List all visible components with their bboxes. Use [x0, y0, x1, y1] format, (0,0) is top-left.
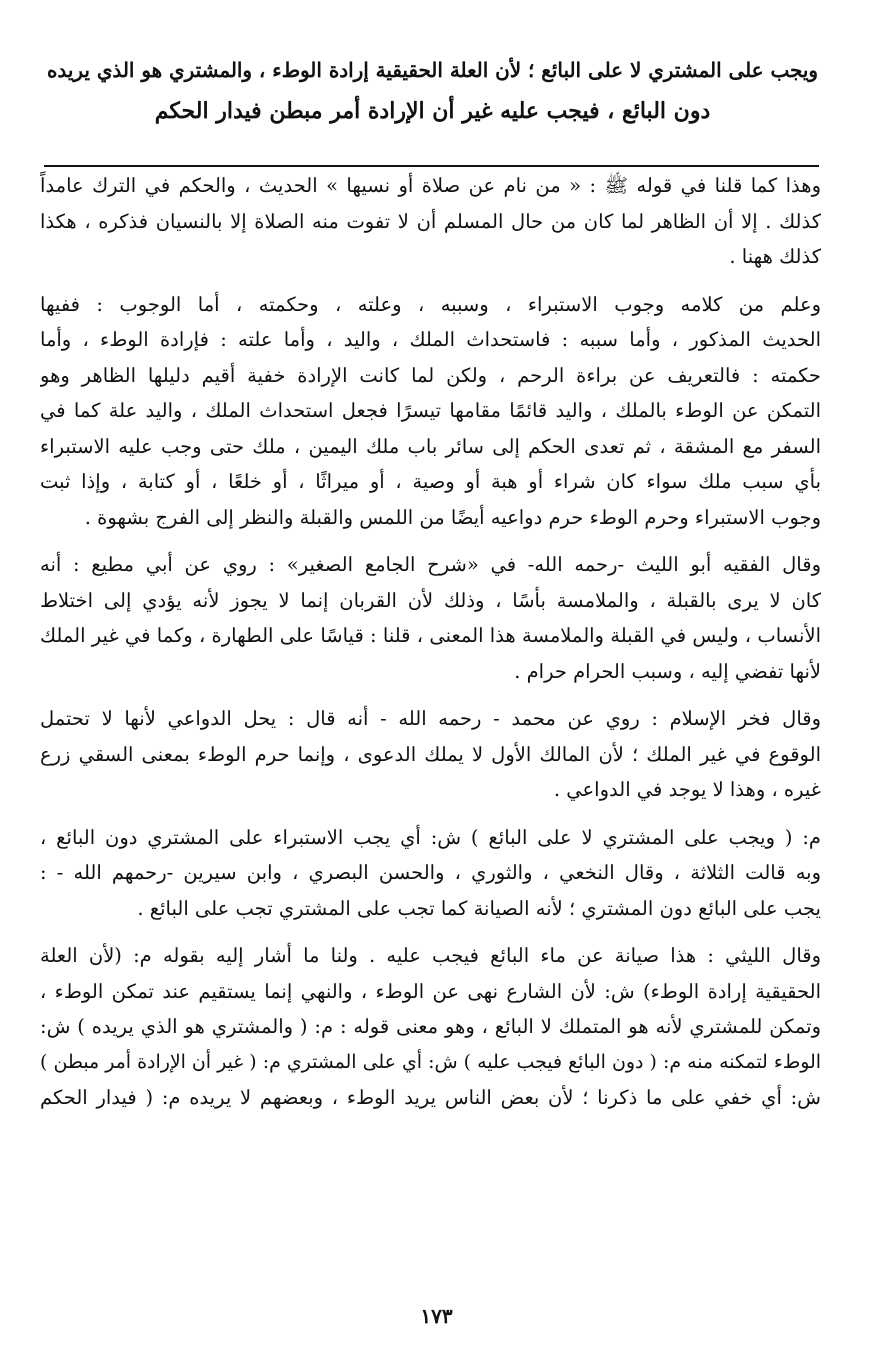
page-number: ١٧٣	[420, 1304, 453, 1328]
text-line: وعلم من كلامه وجوب الاستبراء ، وسببه ، وعلته ، وحكمته ، أما الوجوب : ففيها	[40, 292, 821, 316]
text-line: ش: أي خفي على ما ذكرنا ؛ لأن بعض الناس يريد الوطء ، وبعضهم لا يريده م: ( فيدار الحكم	[40, 1086, 821, 1109]
text-line: كان لا يرى بالقبلة ، والملامسة بأسًا ، وذلك لأن القربان إنما لا يجوز لأنه يؤدي إلى اختلاط	[40, 588, 821, 612]
text-line: السفر مع المشقة ، ثم تعدى الحكم إلى سائر باب ملك اليمين ، ملك حتى وجب عليه الاستبراء	[40, 434, 821, 458]
paragraph-6	[40, 938, 821, 1116]
paragraph-1	[40, 168, 821, 275]
text-line: بأي سبب ملك سواء كان شراء أو هبة أو وصية ، أو ميراثًا ، أو خلعًا ، أو كتابة ، وإذا ثبت	[40, 470, 821, 493]
text-line: التمكن عن الوطء بالملك ، واليد قائمًا مقامها تيسرًا فجعل استحداث الملك ، واليد علة كما في	[40, 399, 821, 422]
paragraph-5	[40, 820, 821, 927]
text-line: حكمته : فالتعريف عن براءة الرحم ، ولكن لما كانت الإرادة خفية أقيم دليلها الظاهر وهو	[40, 363, 821, 387]
text-line: الحديث المذكور ، وأما سببه : فاستحداث الملك ، واليد ، وأما علته : فإرادة الوطء ، وأما	[40, 328, 821, 351]
text-line: لأنها تفضي إليه ، وسبب الحرام حرام .	[514, 659, 821, 683]
text-line: كذلك . إلا أن الظاهر لما كان من حال المسلم أن لا تفوت منه الصلاة إلا بالنسيان فذكره ، هكذا	[40, 209, 821, 233]
text-line: وقال فخر الإسلام : روي عن محمد - رحمه الله - أنه قال : يحل الدواعي لأنها لا تحتمل	[40, 707, 821, 730]
text-line: كذلك ههنا .	[729, 245, 821, 268]
text-line: وتمكن للمشتري لأنه هو المتملك لا البائع ، وهو معنى قوله : م: ( والمشتري هو الذي يريده ) ش:	[40, 1015, 821, 1038]
text-line: الأنساب ، وليس في القبلة والملامسة هذا المعنى ، قلنا : قياسًا على الطهارة ، وكما في غير الملك	[40, 624, 821, 647]
matn-line-2: دون البائع ، فيجب عليه غير أن الإرادة أمر مبطن فيدار الحكم	[154, 98, 711, 124]
matn-block	[44, 50, 821, 132]
commentary-block	[40, 168, 821, 1128]
text-line: غيره ، وهذا لا يوجد في الدواعي .	[553, 778, 821, 801]
paragraph-3	[40, 547, 821, 689]
paragraph-4	[40, 701, 821, 808]
text-line: يجب على البائع دون المشتري ؛ لأنه الصيانة كما تجب على المشتري تجب على البائع .	[137, 896, 821, 920]
text-line: وهذا كما قلنا في قوله ﷺ : « من نام عن صلاة أو نسيها » الحديث ، والحكم في الترك عامداً	[40, 174, 821, 197]
matn-line-1: ويجب على المشتري لا على البائع ؛ لأن العلة الحقيقية إرادة الوطء ، والمشتري هو الذي يريده	[46, 58, 818, 82]
paragraph-2	[40, 287, 821, 536]
text-line: وبه قالت الثلاثة ، وقال النخعي ، والثوري ، والحسن البصري ، وابن سيرين -رحمهم الله - :	[40, 861, 821, 884]
separator-rule	[44, 165, 819, 167]
text-line: وقال الليثي : هذا صيانة عن ماء البائع فيجب عليه . ولنا ما أشار إليه بقوله م: (لأن العلة	[40, 944, 821, 967]
text-line: وجوب الاستبراء وحرم الوطء حرم دواعيه أيضًا من اللمس والقبلة والنظر إلى الفرج بشهوة .	[84, 505, 821, 529]
text-line: الحقيقية إرادة الوطء) ش: لأن الشارع نهى عن الوطء ، والنهي إنما يستقيم عند تمكن الوطء ،	[40, 979, 821, 1003]
text-line: الوقوع في غير الملك ؛ لأن المالك الأول لا يملك الدعوى ، وإنما حرم الوطء بمعنى السقي زرع	[40, 742, 821, 766]
text-line: الوطء لتمكنه منه م: ( دون البائع فيجب عليه ) ش: أي على المشتري م: ( غير أن الإرادة أمر مبطن )	[40, 1050, 821, 1073]
text-line: م: ( ويجب على المشتري لا على البائع ) ش: أي يجب الاستبراء على المشتري دون البائع ،	[40, 825, 821, 849]
text-line: وقال الفقيه أبو الليث -رحمه الله- في «شرح الجامع الصغير» : روي عن أبي مطيع : أنه	[40, 553, 821, 576]
